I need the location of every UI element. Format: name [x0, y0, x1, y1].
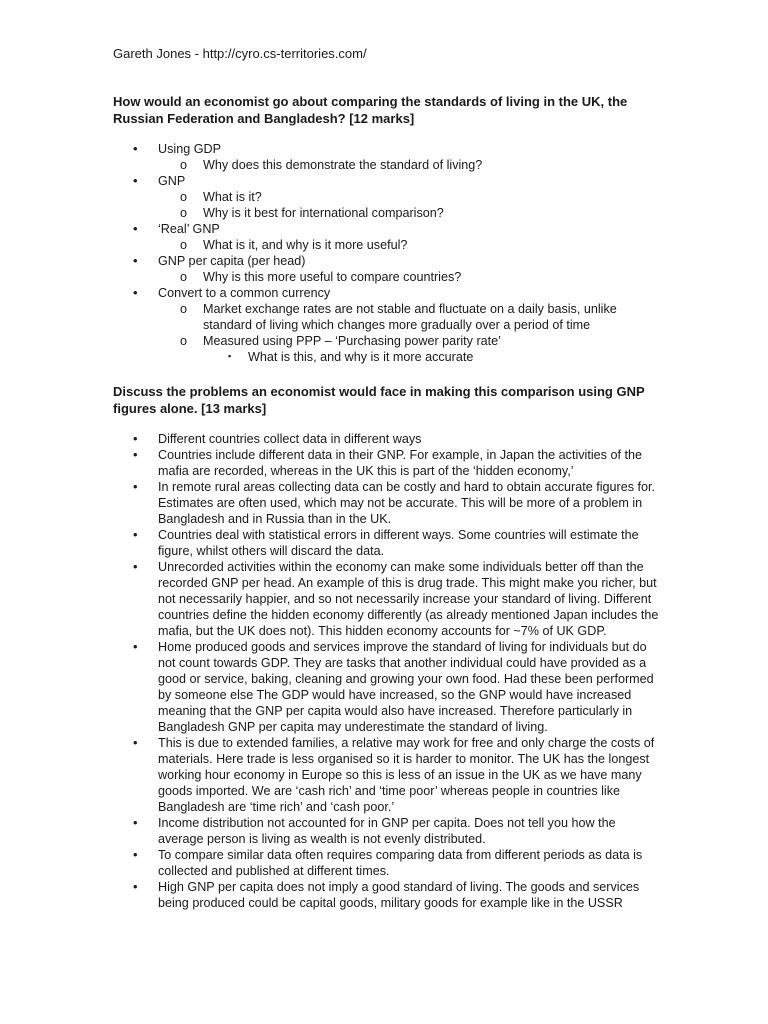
outline-item [113, 253, 663, 269]
circle-bullet-icon: o [180, 302, 188, 316]
point-text: Unrecorded activities within the economy can make some individuals better off than the recorded GNP per head. An example of this is drug trade. This might make you richer, but not necessarily happier, and so not necessarily increase your standard of living. Different countries define the hidden economy differently (as already mentioned Japan includes the mafia, but the UK does not). This hidden economy accounts for ~7% of UK GDP. [158, 560, 659, 638]
point-text: This is due to extended families, a relative may work for free and only charge the costs of materials. Here trade is less organised so it is harder to monitor. The UK has the longest working hour economy in Europe so this is less of an issue in the UK as we have many goods imported. We are ‘cash rich’ and ‘time poor’ whereas people in countries like Bangladesh are ‘time rich’ and ‘cash poor.’ [158, 736, 655, 814]
point-text: Countries include different data in their GNP. For example, in Japan the activities of the mafia are recorded, whereas in the UK this is part of the ‘hidden economy,’ [158, 448, 642, 478]
circle-bullet-icon: o [180, 190, 188, 204]
bullet-icon: • [133, 479, 138, 494]
bullet-icon: • [133, 847, 138, 862]
point-item [113, 847, 663, 879]
point-text: In remote rural areas collecting data can be costly and hard to obtain accurate figures for. Estimates are often used, which may not be accurate. This will be more of a problem in Bangladesh and in Russia than in the UK. [158, 480, 656, 526]
question-1-heading: How would an economist go about comparing the standards of living in the UK, the Russian Federation and Bangladesh? [12 marks] [113, 94, 628, 126]
bullet-icon: • [133, 141, 138, 156]
outline-subitem-text: What is it, and why is it more useful? [203, 238, 408, 252]
outline-item-text: ‘Real’ GNP [158, 222, 220, 236]
point-item [113, 447, 663, 479]
point-item [113, 431, 663, 447]
bullet-icon: • [133, 735, 138, 750]
outline-subitem [113, 237, 663, 253]
bullet-icon: • [133, 173, 138, 188]
question-2-points [113, 431, 663, 911]
bullet-icon: • [133, 253, 138, 268]
circle-bullet-icon: o [180, 334, 188, 348]
outline-item [113, 141, 663, 157]
outline-subitem [113, 301, 663, 333]
outline-item [113, 285, 663, 301]
point-text: Home produced goods and services improve the standard of living for individuals but do not count towards GDP. They are tasks that another individual could have provided as a good or service, baking, cleaning and growing your own food. Had these been performed by someone else The GDP would have increased, so the GNP would have increased meaning that the GNP per capita would also have increased. Therefore particularly in Bangladesh GNP per capita may underestimate the standard of living. [158, 640, 654, 734]
outline-subitem [113, 333, 663, 349]
outline-subitem-text: Measured using PPP – ‘Purchasing power parity rate’ [203, 334, 501, 348]
outline-subitem-text: What is it? [203, 190, 262, 204]
point-text: High GNP per capita does not imply a good standard of living. The goods and services being produced could be capital goods, military goods for example like in the USSR [158, 880, 640, 910]
point-item [113, 735, 663, 815]
point-text: Income distribution not accounted for in GNP per capita. Does not tell you how the average person is living as wealth is not evenly distributed. [158, 816, 616, 846]
bullet-icon: • [133, 447, 138, 462]
point-item [113, 815, 663, 847]
outline-item [113, 221, 663, 237]
outline-item-text: Using GDP [158, 142, 221, 156]
question-1-outline [113, 141, 663, 365]
outline-subsubitem-text: What is this, and why is it more accurate [248, 350, 474, 364]
outline-subitem-text: Why is this more useful to compare countries? [203, 270, 462, 284]
point-item [113, 639, 663, 735]
bullet-icon: • [133, 879, 138, 894]
outline-item [113, 173, 663, 189]
point-text: Different countries collect data in different ways [158, 432, 422, 446]
bullet-icon: • [133, 221, 138, 236]
bullet-icon: • [133, 431, 138, 446]
point-item [113, 879, 663, 911]
point-item [113, 559, 663, 639]
outline-subitem [113, 189, 663, 205]
circle-bullet-icon: o [180, 206, 188, 220]
bullet-icon: • [133, 285, 138, 300]
circle-bullet-icon: o [180, 238, 188, 252]
outline-subitem [113, 269, 663, 285]
point-text: To compare similar data often requires comparing data from different periods as data is collected and published at different times. [158, 848, 643, 878]
point-item [113, 479, 663, 527]
bullet-icon: • [133, 527, 138, 542]
outline-subitem-text: Market exchange rates are not stable and fluctuate on a daily basis, unlike standard of living which changes more gradually over a period of time [203, 302, 617, 332]
point-item [113, 527, 663, 559]
bullet-icon: • [133, 815, 138, 830]
outline-subitem-text: Why does this demonstrate the standard of living? [203, 158, 483, 172]
circle-bullet-icon: o [180, 158, 188, 172]
point-text: Countries deal with statistical errors in different ways. Some countries will estimate the figure, whilst others will discard the data. [158, 528, 639, 558]
page-header: Gareth Jones - http://cyro.cs-territories.com/ [113, 46, 367, 61]
question-2-heading: Discuss the problems an economist would face in making this comparison using GNP figures alone. [13 marks] [113, 384, 645, 416]
square-bullet-icon: ▪ [228, 351, 232, 361]
bullet-icon: • [133, 639, 138, 654]
outline-subitem [113, 205, 663, 221]
outline-subsubitem [113, 349, 663, 365]
outline-item-text: GNP per capita (per head) [158, 254, 306, 268]
outline-subitem-text: Why is it best for international comparison? [203, 206, 444, 220]
outline-item-text: GNP [158, 174, 186, 188]
outline-subitem [113, 157, 663, 173]
circle-bullet-icon: o [180, 270, 188, 284]
outline-item-text: Convert to a common currency [158, 286, 331, 300]
bullet-icon: • [133, 559, 138, 574]
